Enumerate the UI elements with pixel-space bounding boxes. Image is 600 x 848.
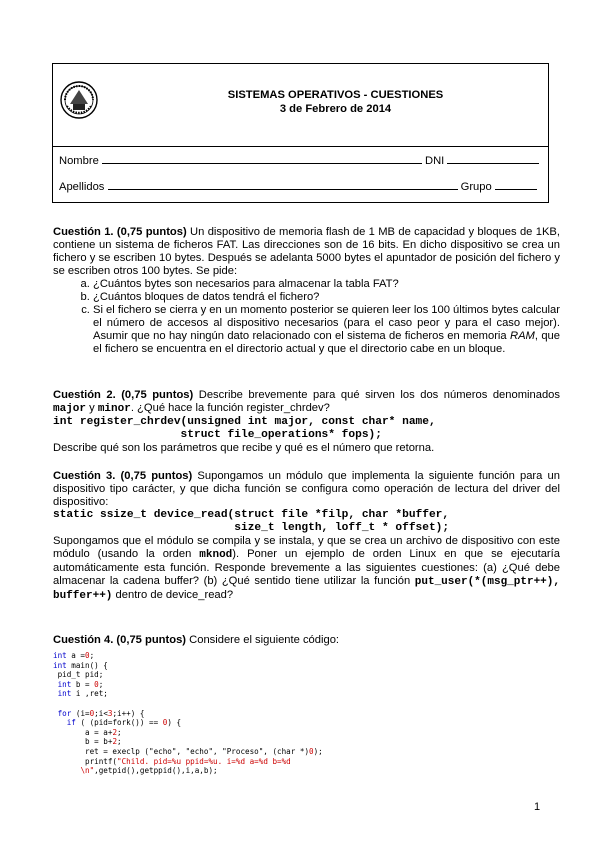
q2-code-line1: int register_chrdev(unsigned int major, const char* name, <box>53 416 436 428</box>
q3-code-line1: static ssize_t device_read(struct file *filp, char *buffer, <box>53 509 450 521</box>
q2-text2: y <box>86 402 98 414</box>
q1-item-a: a. ¿Cuántos bytes son necesarios para almacenar la tabla FAT? <box>93 278 560 291</box>
q4-text: Considere el siguiente código: <box>186 634 340 646</box>
q4-label: Cuestión 4. (0,75 puntos) <box>53 634 187 646</box>
q3-mknod: mknod <box>199 549 233 561</box>
q4-code-block: int a =0; int main() { pid_t pid; int b = 0; int i ,ret; for (i=0;i<3;i++) { if ( (pid=fork()) == 0) { a = a+2; b = b+2; ret = execlp ("echo", "echo", "Proceso", (char *)0); printf("Child. pid=%u ppid=%u. i=%d a=%d b=%d \n",getpid(),getppid(),i,a,b); <box>53 651 323 776</box>
q1-list <box>53 278 560 356</box>
grupo-line[interactable] <box>495 180 537 190</box>
q2-label: Cuestión 2. (0,75 puntos) <box>53 389 194 401</box>
q1-c-text2: , que el fichero se encuentra en el directorio actual y que el directorio cabe en un bloque. <box>93 330 560 355</box>
apellidos-label: Apellidos <box>59 181 105 193</box>
exam-title <box>133 88 538 116</box>
q3-text1: Supongamos un módulo que implementa la siguiente función para un dispositivo tipo carácter, y que dicha función se configura como operación de lectura del driver del dispositivo: <box>53 470 560 508</box>
nombre-field[interactable] <box>59 154 539 168</box>
q2-minor: minor <box>97 403 131 415</box>
dni-label: DNI <box>425 155 445 167</box>
q3-text4: dentro de device_read? <box>112 589 234 601</box>
question-3 <box>53 470 560 603</box>
exam-date: 3 de Febrero de 2014 <box>279 103 392 115</box>
exam-header <box>52 63 549 203</box>
apellidos-line[interactable] <box>108 180 458 190</box>
q1-item-b: b. ¿Cuántos bloques de datos tendrá el fichero? <box>93 291 560 304</box>
nombre-line[interactable] <box>102 154 422 164</box>
header-top <box>53 64 548 147</box>
apellidos-field[interactable] <box>59 180 537 194</box>
q2-code-line2: struct file_operations* fops); <box>53 429 382 441</box>
university-seal-icon <box>59 80 99 120</box>
q2-major: major <box>53 403 87 415</box>
q1-item-c <box>93 304 560 356</box>
q1-label: Cuestión 1. (0,75 puntos) <box>53 226 187 238</box>
title-text: SISTEMAS OPERATIVOS - CUESTIONES <box>227 89 444 101</box>
question-1 <box>53 226 560 356</box>
q3-code-line2: size_t length, loff_t * offset); <box>53 522 450 534</box>
q2-text4: Describe qué son los parámetros que recibe y qué es el número que retorna. <box>53 442 435 454</box>
page-number: 1 <box>534 801 541 813</box>
question-2 <box>53 389 560 455</box>
question-4 <box>53 634 560 647</box>
dni-line[interactable] <box>447 154 539 164</box>
q1-c-ram: RAM <box>509 330 535 342</box>
q1-c-text1: Si el fichero se cierra y en un momento posterior se quieren leer los 100 últimos bytes calcular el número de accesos al dispositivo necesarios (para el caso peor y para el caso mejor). Asumir que no hay ningún dato relacionado con el sistema de ficheros en memoria <box>93 304 560 342</box>
q3-put-user: put_user(*(msg_ptr++), buffer++) <box>53 576 560 602</box>
q3-text3: ). Poner un ejemplo de orden Linux en que se ejecutaría automáticamente esta función. Responde brevemente a las siguientes cuestiones: (a) ¿Qué debe almacenar la cadena buffer? (b) ¿Qué sentido tiene utilizar la función <box>53 548 560 587</box>
q2-text1: Describe brevemente para qué sirven los dos números denominados <box>193 389 560 401</box>
q3-text2: Supongamos que el módulo se compila y se instala, y que se crea un archivo de dispositivo con este módulo (usando la orden <box>53 535 560 560</box>
q3-label: Cuestión 3. (0,75 puntos) <box>53 470 193 482</box>
nombre-label: Nombre <box>59 155 99 167</box>
q1-text: Un dispositivo de memoria flash de 1 MB de capacidad y bloques de 1KB, contiene un sistema de ficheros FAT. Las direcciones son de 16 bits. En dicho dispositivo se crea un fichero y se escriben 10 bytes. Después se adelanta 5000 bytes el apuntador de posición del fichero y se escriben otros 100 bytes. Se pide: <box>53 226 560 277</box>
grupo-label: Grupo <box>460 181 492 193</box>
q2-text3: . ¿Qué hace la función register_chrdev? <box>130 402 330 414</box>
